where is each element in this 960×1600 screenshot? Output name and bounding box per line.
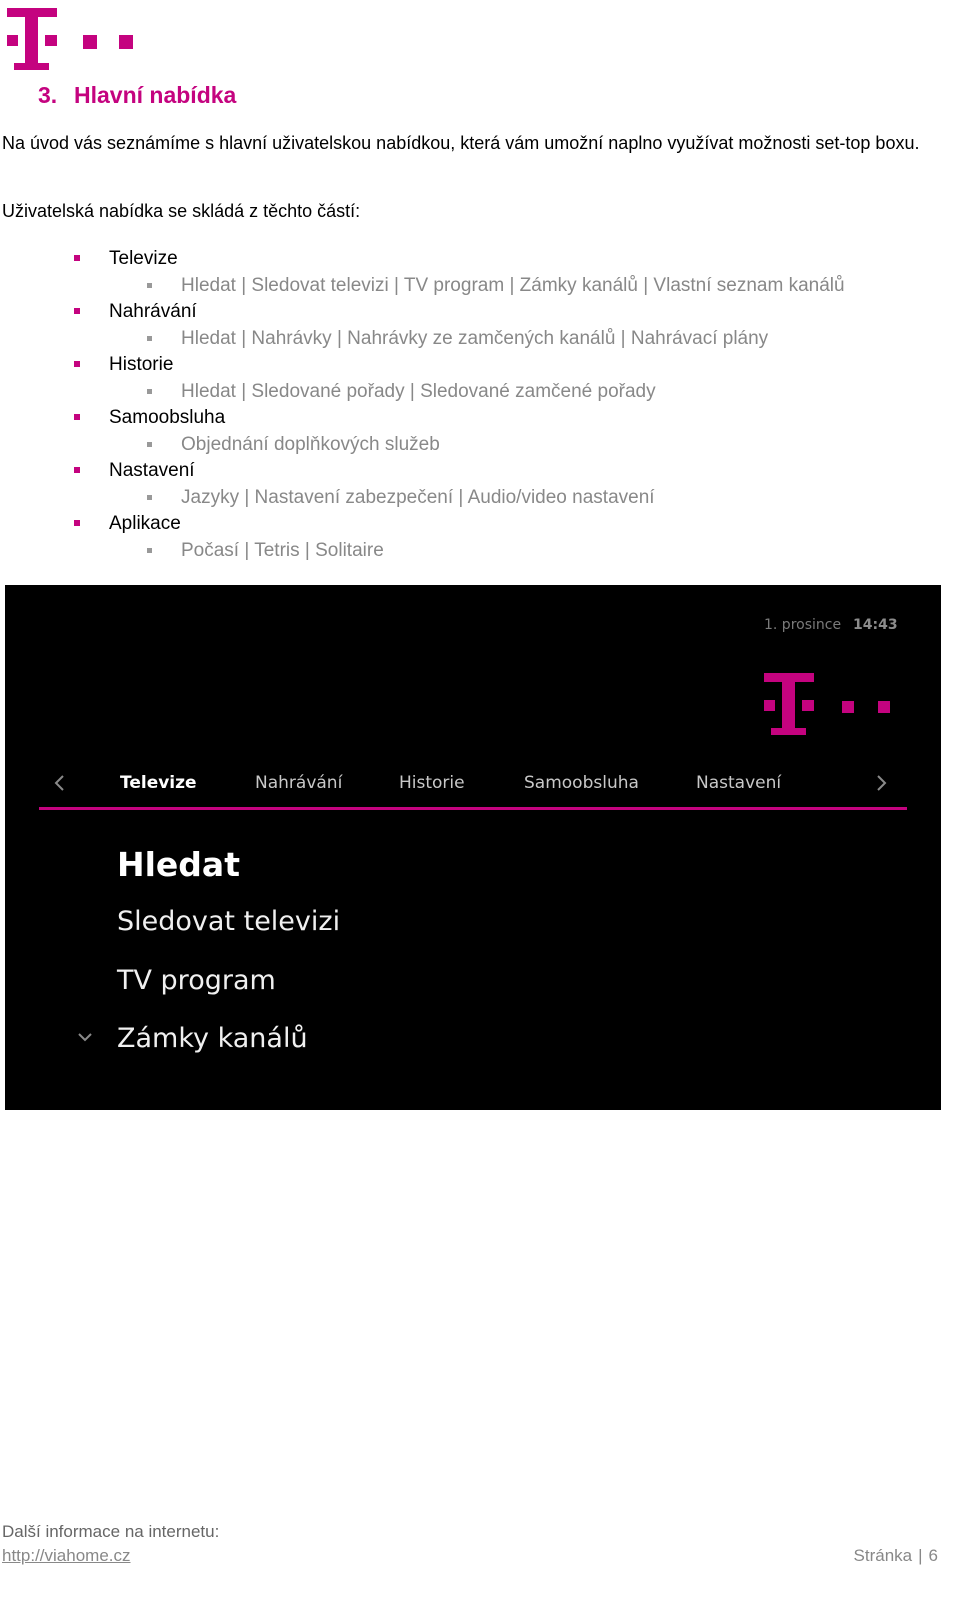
tv-menu-screenshot <box>5 585 941 1110</box>
tab-historie[interactable]: Historie <box>399 773 465 793</box>
chevron-right-icon[interactable] <box>872 771 892 795</box>
list-item <box>0 459 940 486</box>
list-item <box>0 247 940 274</box>
bullet-icon <box>147 495 152 500</box>
list-item <box>0 300 940 327</box>
bullet-icon <box>147 442 152 447</box>
subitems-label: Počasí | Tetris | Solitaire <box>181 539 384 561</box>
list-item <box>0 539 940 566</box>
list-item <box>0 486 940 513</box>
tv-date: 1. prosince <box>764 617 842 633</box>
bullet-icon <box>74 467 80 473</box>
list-item <box>0 512 940 539</box>
subitems-label: Jazyky | Nastavení zabezpečení | Audio/video nastavení <box>181 486 655 508</box>
list-item <box>0 353 940 380</box>
tv-clock: 14:43 <box>853 617 898 633</box>
subitems-label: Hledat | Sledovat televizi | TV program | Zámky kanálů | Vlastní seznam kanálů <box>181 274 845 296</box>
bullet-icon <box>74 414 80 420</box>
intro-paragraph: Na úvod vás seznámíme s hlavní uživatelskou nabídkou, která vám umožní naplno využívat možnosti set-top boxu. <box>2 133 920 153</box>
subitems-label: Objednání doplňkových služeb <box>181 433 440 455</box>
footer-label: Další informace na internetu: <box>2 1522 220 1541</box>
bullet-icon <box>147 389 152 394</box>
list-item <box>0 327 940 354</box>
tab-nastaveni[interactable]: Nastavení <box>696 773 782 793</box>
category-label: Nahrávání <box>109 301 197 322</box>
menu-item-tv-program[interactable]: TV program <box>117 965 276 996</box>
page-separator: | <box>918 1546 923 1565</box>
category-label: Historie <box>109 354 174 375</box>
section-number: 3. <box>38 82 58 108</box>
list-item <box>0 433 940 460</box>
tab-underline <box>39 807 907 810</box>
chevron-left-icon[interactable] <box>49 771 69 795</box>
bullet-icon <box>147 548 152 553</box>
category-label: Samoobsluha <box>109 407 226 428</box>
page-label: Stránka <box>853 1546 913 1565</box>
tab-televize[interactable]: Televize <box>120 773 197 793</box>
bullet-icon <box>74 520 80 526</box>
page-number-value: 6 <box>928 1546 938 1565</box>
page-number <box>854 1546 938 1566</box>
bullet-icon <box>74 255 80 261</box>
category-label: Televize <box>109 248 178 269</box>
category-label: Aplikace <box>109 513 181 534</box>
menu-item-zamky-kanalu[interactable]: Zámky kanálů <box>117 1023 308 1054</box>
menu-structure-list <box>0 247 940 565</box>
tab-samoobsluha[interactable]: Samoobsluha <box>524 773 639 793</box>
menu-item-sledovat-televizi[interactable]: Sledovat televizi <box>117 906 341 937</box>
telekom-logo-icon <box>764 673 894 739</box>
category-label: Nastavení <box>109 460 195 481</box>
telekom-logo-icon <box>7 8 137 72</box>
list-item <box>0 406 940 433</box>
subitems-label: Hledat | Nahrávky | Nahrávky ze zamčených kanálů | Nahrávací plány <box>181 327 769 349</box>
bullet-icon <box>74 308 80 314</box>
bullet-icon <box>74 361 80 367</box>
bullet-icon <box>147 336 152 341</box>
tab-nahravani[interactable]: Nahrávání <box>255 773 343 793</box>
subitems-label: Hledat | Sledované pořady | Sledované zamčené pořady <box>181 380 656 402</box>
chevron-down-icon[interactable] <box>75 1029 95 1045</box>
footer-link[interactable]: http://viahome.cz <box>2 1546 131 1565</box>
section-title-text: Hlavní nabídka <box>74 82 237 108</box>
menu-item-hledat[interactable]: Hledat <box>117 845 240 884</box>
list-item <box>0 274 940 301</box>
parts-intro: Uživatelská nabídka se skládá z těchto částí: <box>2 201 361 221</box>
section-title <box>38 82 236 109</box>
list-item <box>0 380 940 407</box>
bullet-icon <box>147 283 152 288</box>
